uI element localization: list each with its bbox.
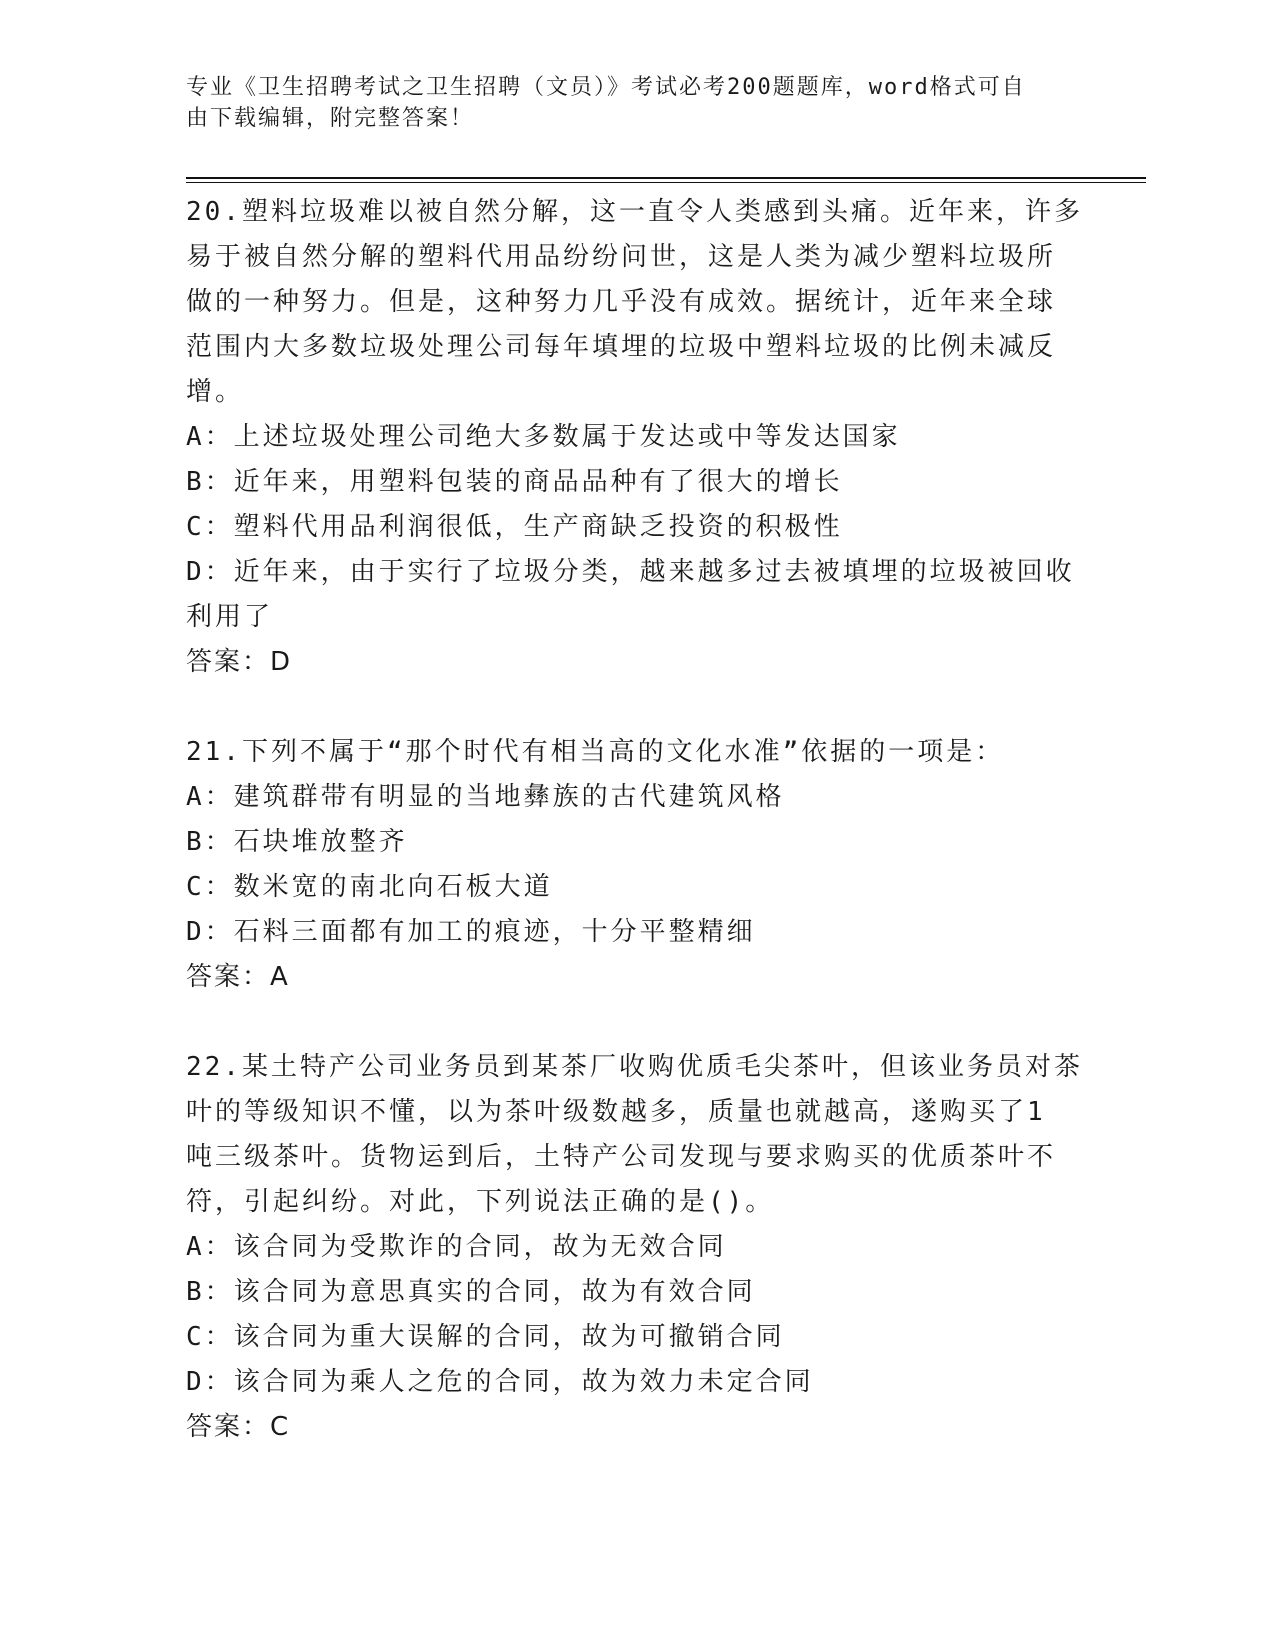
option-d: D：近年来，由于实行了垃圾分类，越来越多过去被填埋的垃圾被回收 — [186, 557, 1075, 587]
option-a: A：该合同为受欺诈的合同，故为无效合同 — [186, 1232, 727, 1262]
question-spacer — [186, 685, 1086, 730]
question-list — [186, 190, 1086, 1450]
question-stem-line: 21.下列不属于“那个时代有相当高的文化水准”依据的一项是： — [186, 737, 1005, 767]
document-header — [186, 72, 1076, 134]
question-stem-line: 易于被自然分解的塑料代用品纷纷问世，这是人类为减少塑料垃圾所 — [186, 242, 1057, 272]
question-21 — [186, 730, 1086, 1000]
header-divider-thick — [186, 177, 1146, 179]
option-c: C：塑料代用品利润很低，生产商缺乏投资的积极性 — [186, 512, 843, 542]
answer-label: 答案：C — [186, 1412, 291, 1442]
answer-label: 答案：A — [186, 962, 290, 992]
option-a: A：建筑群带有明显的当地彝族的古代建筑风格 — [186, 782, 785, 812]
question-stem-line: 吨三级茶叶。货物运到后，土特产公司发现与要求购买的优质茶叶不 — [186, 1142, 1057, 1172]
option-c: C：数米宽的南北向石板大道 — [186, 872, 553, 902]
option-b: B：近年来，用塑料包装的商品品种有了很大的增长 — [186, 467, 843, 497]
header-divider-thin — [186, 182, 1146, 183]
question-stem-line: 增。 — [186, 377, 245, 407]
header-line-2: 由下载编辑，附完整答案！ — [186, 106, 475, 131]
option-a: A：上述垃圾处理公司绝大多数属于发达或中等发达国家 — [186, 422, 901, 452]
question-stem-line: 叶的等级知识不懂，以为茶叶级数越多，质量也就越高，遂购买了1 — [186, 1097, 1046, 1127]
option-c: C：该合同为重大误解的合同，故为可撤销合同 — [186, 1322, 785, 1352]
question-stem-line: 做的一种努力。但是，这种努力几乎没有成效。据统计，近年来全球 — [186, 287, 1057, 317]
question-stem-line: 符，引起纠纷。对此，下列说法正确的是()。 — [186, 1187, 775, 1217]
option-d: D：该合同为乘人之危的合同，故为效力未定合同 — [186, 1367, 814, 1397]
option-b: B：该合同为意思真实的合同，故为有效合同 — [186, 1277, 756, 1307]
question-spacer — [186, 1000, 1086, 1045]
option-d: D：石料三面都有加工的痕迹，十分平整精细 — [186, 917, 756, 947]
question-stem-line: 20.塑料垃圾难以被自然分解，这一直令人类感到头痛。近年来，许多 — [186, 197, 1083, 227]
option-b: B：石块堆放整齐 — [186, 827, 408, 857]
question-stem-line: 22.某土特产公司业务员到某茶厂收购优质毛尖茶叶，但该业务员对茶 — [186, 1052, 1083, 1082]
question-20 — [186, 190, 1086, 685]
answer-label: 答案：D — [186, 647, 293, 677]
question-stem-line: 范围内大多数垃圾处理公司每年填埋的垃圾中塑料垃圾的比例未减反 — [186, 332, 1057, 362]
question-22 — [186, 1045, 1086, 1450]
option-d-continued: 利用了 — [186, 602, 274, 632]
header-line-1: 专业《卫生招聘考试之卫生招聘（文员）》考试必考200题题库，word格式可自 — [186, 75, 1026, 100]
